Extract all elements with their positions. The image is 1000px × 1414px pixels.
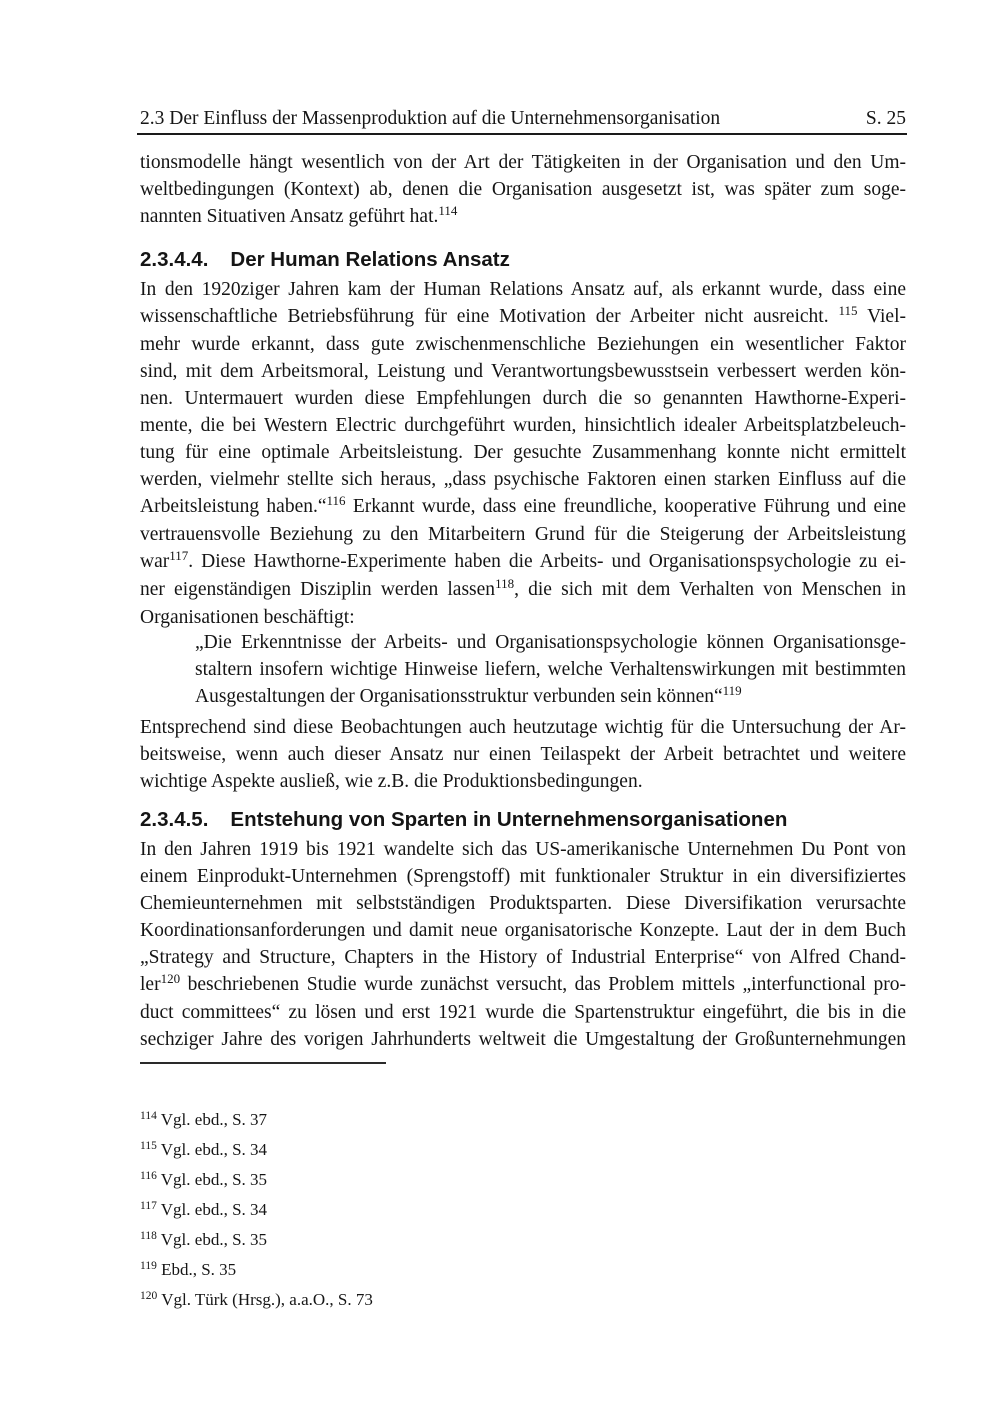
footnote-118: $^{118}$ Vgl. ebd., S. 35 — [140, 1230, 268, 1249]
footnote-120: $^{120}$ Vgl. Türk (Hrsg.), a.a.O., S. 73 — [140, 1290, 373, 1309]
text-line: werden, vielmehr stellte sich heraus, „dass psychische Faktoren einen starken Einfluss auf die — [140, 469, 906, 490]
footnote-117: $^{117}$ Vgl. ebd., S. 34 — [140, 1200, 268, 1219]
text-line: wissenschaftliche Betriebsführung für eine Motivation der Arbeiter nicht ausreicht. $^{115}$ Viel- — [140, 303, 906, 327]
text-line: tionsmodelle hängt wesentlich von der Art der Tätigkeiten in der Organisation und den Um- — [140, 152, 906, 173]
footnote-ref-118: 118 — [495, 576, 515, 591]
text-line: nannten Situativen Ansatz geführt hat.$^{114}$ — [140, 203, 458, 227]
text-line: In den 1920ziger Jahren kam der Human Relations Ansatz auf, als erkannt wurde, dass eine — [140, 279, 906, 300]
footnote-marker: 119 — [140, 1260, 157, 1272]
section-heading-human-relations — [140, 246, 906, 273]
text-line: Organisationen beschäftigt: — [140, 607, 355, 628]
text-line: war$^{117}$. Diese Hawthorne-Experimente haben die Arbeits- und Organisationspsychologie zu ei- — [140, 548, 906, 572]
heading-number: 2.3.4.5. — [140, 808, 209, 831]
blockquote — [195, 629, 906, 711]
header-rule — [137, 133, 907, 135]
footnote-116: $^{116}$ Vgl. ebd., S. 35 — [140, 1170, 268, 1189]
footnote-ref-119: 119 — [722, 683, 742, 698]
text-line: sind, mit dem Arbeitsmoral, Leistung und Verantwortungsbewusstsein verbessert werden kön- — [140, 361, 906, 382]
running-head-title: 2.3 Der Einfluss der Massenproduktion auf die Unternehmensorganisation — [140, 108, 721, 129]
footnote-ref-116: 116 — [326, 493, 346, 508]
text-line: staltern insofern wichtige Hinweise liefern, welche Verhaltenswirkungen mit bestimmten — [195, 659, 906, 680]
footnote-marker: 114 — [140, 1110, 157, 1122]
text-line: beitsweise, wenn auch dieser Ansatz nur einen Teilaspekt der Arbeit betrachtet und weitere — [140, 744, 906, 765]
paragraph-continuation — [140, 149, 906, 231]
footnote-115: $^{115}$ Vgl. ebd., S. 34 — [140, 1140, 268, 1159]
text-line: einem Einprodukt-Unternehmen (Sprengstoff) mit funktionaler Struktur in ein diversifiziertes — [140, 866, 906, 887]
section-heading-sparten — [140, 806, 906, 833]
text-line: ler$^{120}$ beschriebenen Studie wurde zunächst versucht, das Problem mittels „interfunctional pro- — [140, 971, 906, 995]
text-line: Entsprechend sind diese Beobachtungen auch heutzutage wichtig für die Untersuchung der Ar- — [140, 717, 906, 738]
text-line: mehr wurde erkannt, dass gute zwischenmenschliche Beziehungen ein wesentlicher Faktor — [140, 334, 906, 355]
paragraph-du-pont — [140, 836, 906, 1053]
text-line: In den Jahren 1919 bis 1921 wandelte sich das US-amerikanische Unternehmen Du Pont von — [140, 839, 906, 860]
text-line: Koordinationsanforderungen und damit neue organisatorische Konzepte. Laut der in dem Buch — [140, 920, 906, 941]
text-line: „Die Erkenntnisse der Arbeits- und Organisationspsychologie können Organisationsge- — [195, 632, 906, 653]
page-number: S. 25 — [865, 108, 906, 129]
running-head — [140, 107, 906, 131]
text-line: vertrauensvolle Beziehung zu den Mitarbeitern Grund für die Steigerung der Arbeitsleistung — [140, 524, 906, 545]
text-line: Ausgestaltungen der Organisationsstruktur verbunden sein können“$^{119}$ — [195, 683, 742, 707]
text-line: mente, die bei Western Electric durchgeführt wurden, hinsichtlich idealer Arbeitsplatzbeleuch- — [140, 415, 906, 436]
footnote-marker: 117 — [140, 1200, 157, 1212]
text-line: ner eigenständigen Disziplin werden lassen$^{118}$, die sich mit dem Verhalten von Menschen in — [140, 576, 907, 600]
paragraph-conclusion — [140, 714, 906, 795]
text-line: sechziger Jahre des vorigen Jahrhunderts weltweit die Umgestaltung der Großunternehmungen — [140, 1029, 906, 1050]
text-line: Chemieunternehmen mit selbstständigen Produktsparten. Diese Diversifikation verursachte — [140, 893, 906, 914]
text-line: Arbeitsleistung haben.“$^{116}$ Erkannt wurde, dass eine freundliche, kooperative Führung und eine — [140, 493, 906, 517]
footnote-marker: 120 — [140, 1290, 158, 1302]
footnotes-section — [140, 1106, 906, 1316]
footnote-ref-115: 115 — [838, 303, 858, 318]
footnote-separator — [140, 1062, 386, 1064]
footnote-ref-120: 120 — [160, 971, 181, 986]
footnote-119: $^{119}$ Ebd., S. 35 — [140, 1260, 237, 1279]
heading-title: Entstehung von Sparten in Unternehmensorganisationen — [230, 808, 788, 831]
heading-number: 2.3.4.4. — [140, 248, 209, 271]
footnote-ref-114: 114 — [438, 203, 458, 218]
footnote-marker: 115 — [140, 1140, 157, 1152]
text-line: tung für eine optimale Arbeitsleistung. Der gesuchte Zusammenhang konnte nicht ermittelt — [140, 442, 906, 463]
text-line: „Strategy and Structure, Chapters in the History of Industrial Enterprise“ von Alfred Chand- — [140, 947, 906, 968]
text-line: wichtige Aspekte ausließ, wie z.B. die Produktionsbedingungen. — [140, 771, 643, 792]
text-line: weltbedingungen (Kontext) ab, denen die Organisation ausgesetzt ist, was später zum soge- — [140, 179, 906, 200]
footnote-ref-117: 117 — [169, 548, 189, 563]
text-line: duct committees“ zu lösen und erst 1921 wurde die Spartenstruktur eingeführt, die bis in die — [140, 1002, 906, 1023]
text-line: nen. Untermauert wurden diese Empfehlungen durch die so genannten Hawthorne-Experi- — [140, 388, 906, 409]
paragraph-human-relations — [140, 276, 906, 631]
heading-title: Der Human Relations Ansatz — [230, 248, 510, 271]
footnote-marker: 118 — [140, 1230, 157, 1242]
footnote-114: $^{114}$ Vgl. ebd., S. 37 — [140, 1110, 268, 1129]
footnote-marker: 116 — [140, 1170, 157, 1182]
